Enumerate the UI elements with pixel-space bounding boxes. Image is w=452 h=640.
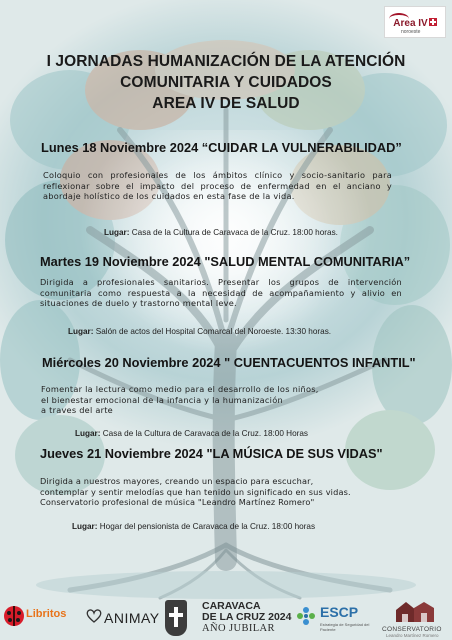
- libritos-logo: Libritos: [26, 608, 67, 620]
- event-1-location-text: Casa de la Cultura de Caravaca de la Cruz. 18:00 horas.: [131, 228, 338, 237]
- caravaca-logo: [202, 601, 291, 634]
- escp-subtitle: Estrategia de Seguridad del Paciente: [320, 622, 370, 632]
- caravaca-line-1: CARAVACA: [202, 600, 261, 612]
- event-1-heading: Lunes 18 Noviembre 2024 “CUIDAR LA VULNERABILIDAD”: [41, 140, 402, 155]
- event-1-description: Coloquio con profesionales de los ámbitos clínico y socio-sanitario para reflexionar sobre el impacto del proceso de enfermedad en el anciano y abordaje holístico de los cuidados en esta fase de la vida.: [43, 170, 392, 201]
- event-3-description: [41, 384, 421, 416]
- escp-logo: ESCP: [320, 604, 359, 620]
- sponsor-logos: [0, 598, 452, 640]
- event-3-description-line-3: a traves del arte: [41, 405, 113, 415]
- event-2-location-text: Salón de actos del Hospital Comarcal del Noroeste. 13:30 horas.: [95, 327, 332, 336]
- event-1-location-label: Lugar:: [104, 228, 130, 237]
- animay-logo: ANIMAY: [104, 610, 160, 626]
- conservatorio-building-icon: [394, 600, 436, 624]
- event-4-location: [72, 522, 315, 531]
- event-3-location: [75, 429, 308, 438]
- conservatorio-subtitle: Leandro Martínez Romero: [386, 633, 439, 638]
- caravaca-line-3: AÑO JUBILAR: [202, 623, 275, 634]
- event-2-location-label: Lugar:: [68, 327, 94, 336]
- event-4-description-line-2: contemplar y sentir melodías que han tenido un significado en sus vidas.: [40, 486, 351, 497]
- escp-flower-icon: [296, 606, 316, 626]
- caravaca-line-2: DE LA CRUZ 2024: [202, 611, 292, 623]
- ladybug-icon: [4, 606, 24, 626]
- event-1-location: [104, 228, 338, 237]
- event-2-description: Dirigida a profesionales sanitarios. Presentar los grupos de intervención comunitaria como respuesta a la necesidad de acompañamiento y alivio en situaciones de duelo y trastorno mental leve.: [40, 277, 402, 308]
- conservatorio-logo: CONSERVATORIO: [382, 626, 442, 633]
- title-line-1: I JORNADAS HUMANIZACIÓN DE LA ATENCIÓN: [46, 53, 406, 70]
- event-4-description-line-3: Conservatorio profesional de música "Leandro Martínez Romero": [40, 497, 315, 507]
- event-4-description-line-1: Dirigida a nuestros mayores, creando un espacio para escuchar,: [40, 476, 314, 486]
- swoosh-icon: [389, 13, 409, 25]
- event-4-location-text: Hogar del pensionista de Caravaca de la Cruz. 18:00 horas: [99, 522, 316, 531]
- event-4-heading: Jueves 21 Noviembre 2024 "LA MÚSICA DE SUS VIDAS": [40, 446, 383, 461]
- event-3-location-label: Lugar:: [75, 429, 101, 438]
- poster-title: [20, 51, 432, 114]
- animay-heart-icon: [86, 609, 102, 623]
- event-2-heading: Martes 19 Noviembre 2024 "SALUD MENTAL COMUNITARIA”: [40, 254, 411, 269]
- event-3-location-text: Casa de la Cultura de Caravaca de la Cruz. 18:00 Horas: [102, 429, 309, 438]
- event-3-description-line-2: el bienestar emocional de la infancia y la humanización: [41, 394, 283, 405]
- event-3-heading: Miércoles 20 Noviembre 2024 " CUENTACUENTOS INFANTIL": [42, 355, 416, 370]
- event-4-description: [40, 476, 450, 508]
- area-iv-logo-subtitle: noroeste: [401, 29, 421, 35]
- event-4-location-label: Lugar:: [72, 522, 98, 531]
- event-3-description-line-1: Fomentar la lectura como medio para el desarrollo de los niños,: [41, 384, 319, 394]
- area-iv-logo: [384, 6, 446, 38]
- cross-shield-icon: [165, 600, 187, 636]
- title-line-2: COMUNITARIA Y CUIDADOS: [120, 74, 332, 91]
- event-2-location: [68, 327, 331, 336]
- red-cross-icon: [429, 18, 437, 26]
- title-line-3: AREA IV DE SALUD: [152, 95, 300, 112]
- area-iv-logo-text: Area IV: [393, 17, 428, 29]
